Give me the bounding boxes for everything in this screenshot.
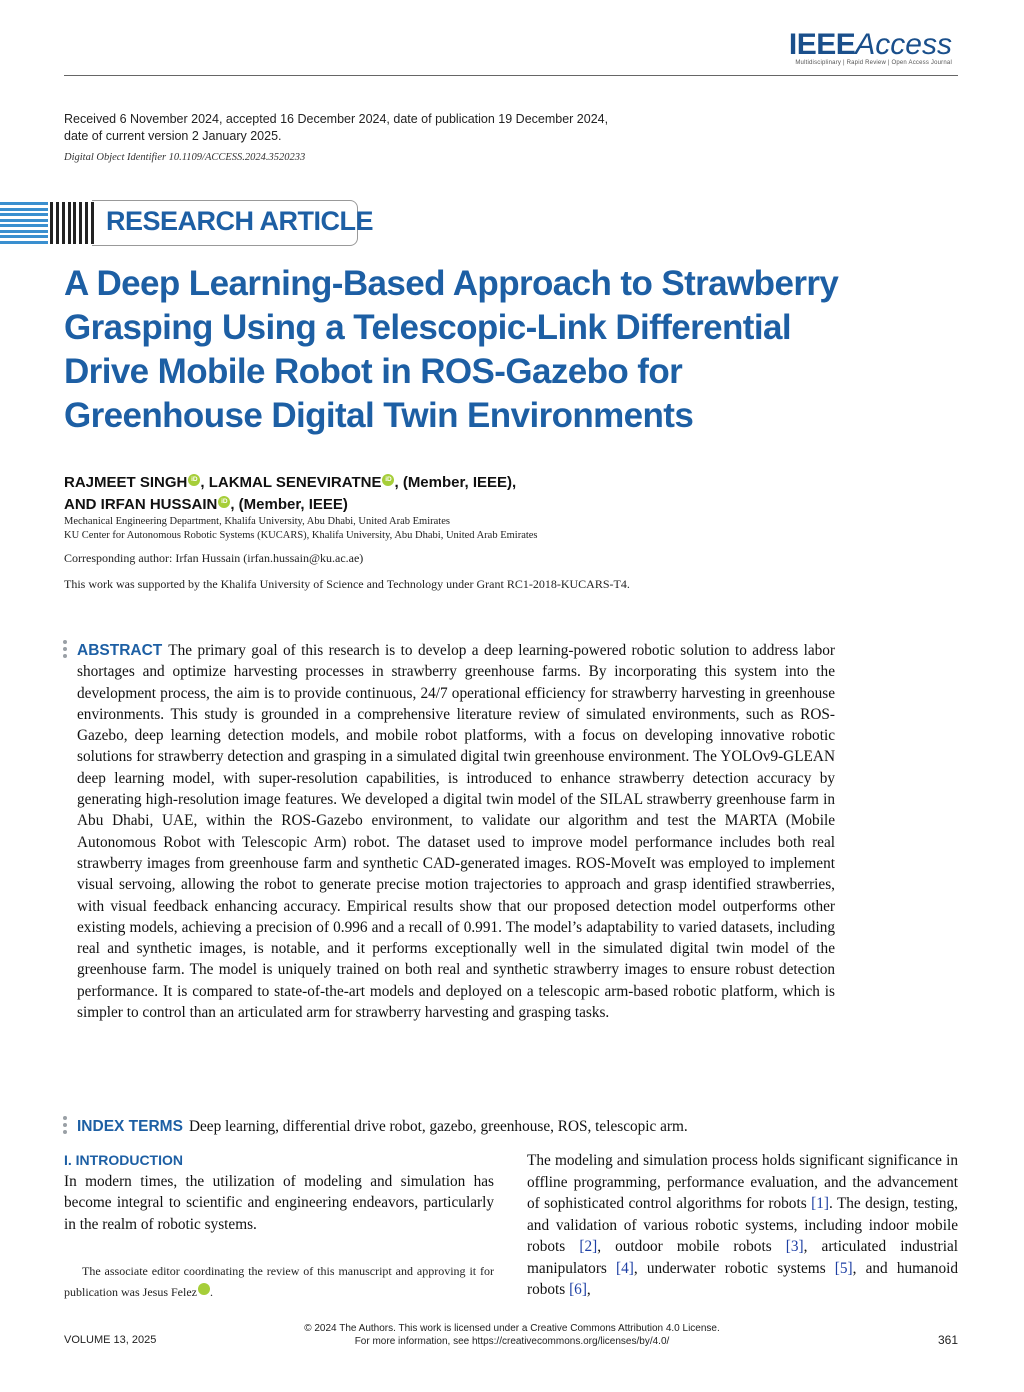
logo-access-text: Access [855, 28, 952, 61]
abstract-text: The primary goal of this research is to develop a deep learning-powered robotic solution to address labor shortages and optimize harvesting processes in strawberry greenhouse farms. By incorporating this system into the development process, the aim is to provide continuous, 24/7 operational efficiency for strawberry harvesting in greenhouse environments. This study is grounded in a comprehensive literature review of simulated environments, such as ROS-Gazebo, deep learning detection models, and mobile robot platforms, with a focus on developing innovative robotic solutions for strawberry detection and grasping in a simulated digital twin greenhouse environment. The YOLOv9-GLEAN deep learning model, with super-resolution capabilities, is introduced to enhance strawberry detection accuracy by generating high-resolution image features. We developed a digital twin model of the SILAL strawberry greenhouse farm in Abu Dhabi, UAE, within the ROS-Gazebo environment, to validate our algorithm and test the MARTA (Mobile Autonomous Robot with Telescopic Arm) robot. The dataset used to improve model performance includes both real strawberry images from greenhouse farm and synthetic CAD-generated images. ROS-MoveIt was employed to implement visual servoing, allowing the robot to generate precise motion trajectories to approach and grasp identified strawberries, with visual feedback enhancing accuracy. Empirical results show that our proposed detection model outperforms other existing models, achieving a precision of 0.996 and a recall of 0.991. The model’s adaptability to varied datasets, including real and synthetic images, is notable, and it performs exceptionally well in the simulated digital twin model of the greenhouse farm. The model is uniquely trained on both real and synthetic strawberry images to ensure robust detection performance. It is compared to state-of-the-art models and deployed on a telescopic arm-based robotic platform, which is simpler to control than an articulated arm for strawberry harvesting and grasping tasks. [77, 642, 835, 1022]
footnote-text: The associate editor coordinating the review of this manuscript and approving it for publication was Jesus Felez [64, 1264, 494, 1299]
orcid-icon[interactable]: iD [382, 474, 394, 486]
author-list [64, 472, 664, 516]
citation-link[interactable]: [1] [811, 1195, 829, 1212]
editor-footnote [64, 1261, 494, 1303]
citation-link[interactable]: [3] [785, 1238, 804, 1255]
intro-left-text: In modern times, the utilization of modeling and simulation has become integral to scientific and engineering endeavors, particularly in the realm of robotic systems. [64, 1173, 494, 1233]
intro-text: , and humanoid robots [527, 1259, 958, 1298]
header-divider [64, 75, 958, 76]
article-type-label: RESEARCH ARTICLE [106, 206, 374, 236]
license-line-2[interactable]: For more information, see https://creativecommons.org/licenses/by/4.0/ [354, 1336, 670, 1347]
footnote-end: . [209, 1285, 213, 1299]
intro-text: , underwater robotic systems [633, 1259, 835, 1277]
orcid-icon[interactable]: iD [218, 496, 230, 508]
citation-link[interactable]: [5] [834, 1259, 853, 1277]
intro-text: , articulated industrial manipulators [527, 1238, 958, 1277]
index-terms-label: INDEX TERMS [77, 1118, 183, 1135]
license-line-1: © 2024 The Authors. This work is licensed under a Creative Commons Attribution 4.0 License. [304, 1323, 720, 1334]
received-line-2: date of current version 2 January 2025. [64, 129, 282, 143]
index-terms [77, 1116, 837, 1137]
logo-ieee-text: IEEE [788, 28, 856, 61]
author-membership: , (Member, IEEE) [230, 496, 348, 513]
intro-text: , [586, 1281, 591, 1298]
citation-link[interactable]: [2] [579, 1238, 598, 1255]
intro-text: , outdoor mobile robots [597, 1238, 786, 1255]
banner-stripes [0, 202, 48, 244]
corresponding-author: Corresponding author: Irfan Hussain (irfan.hussain@ku.ac.ae) [64, 551, 364, 565]
received-line-1: Received 6 November 2024, accepted 16 December 2024, date of publication 19 December 2024, [64, 112, 609, 126]
index-terms-text: Deep learning, differential drive robot, gazebo, greenhouse, ROS, telescopic arm. [188, 1118, 688, 1135]
affiliation: Mechanical Engineering Department, Khalifa University, Abu Dhabi, United Arab Emirates [64, 516, 450, 527]
ieee-access-logo [789, 28, 952, 66]
section-heading: I. INTRODUCTION [64, 1152, 183, 1168]
volume-label: VOLUME 13, 2025 [64, 1334, 157, 1346]
orcid-icon[interactable]: iD [188, 474, 200, 486]
intro-text: The modeling and simulation process holds significant significance in offline programming, performance evaluation, and the advancement of sophisticated control algorithms for robots [527, 1152, 958, 1212]
footnote-divider [64, 1252, 494, 1253]
logo-tagline: Multidisciplinary | Rapid Review | Open Access Journal [795, 60, 952, 66]
citation-link[interactable]: [6] [569, 1281, 587, 1298]
index-terms-marker [63, 1116, 68, 1134]
abstract-label: ABSTRACT [77, 642, 163, 659]
abstract [77, 640, 835, 1023]
funding-note: This work was supported by the Khalifa University of Science and Technology under Grant RC1-2018-KUCARS-T4. [64, 577, 630, 591]
article-title: A Deep Learning-Based Approach to Strawberry Grasping Using a Telescopic-Link Differential Drive Mobile Robot in ROS-Gazebo for Greenhouse Digital Twin Environments [64, 264, 839, 435]
author-name: , LAKMAL SENEVIRATNE [200, 474, 382, 491]
intro-right-text [527, 1150, 958, 1301]
author-name: AND IRFAN HUSSAIN [64, 496, 218, 513]
received-dates [64, 111, 684, 145]
doi: Digital Object Identifier 10.1109/ACCESS.2024.3520233 [64, 152, 306, 163]
abstract-marker [63, 640, 68, 658]
intro-text: . The design, testing, and validation of various robotic systems, including indoor mobile robots [527, 1195, 958, 1255]
banner-barcode [50, 202, 94, 244]
author-membership: , (Member, IEEE), [394, 474, 517, 491]
page-number: 361 [937, 1333, 958, 1347]
affiliation: KU Center for Autonomous Robotic Systems (KUCARS), Khalifa University, Abu Dhabi, United Arab Emirates [64, 530, 538, 541]
orcid-icon[interactable]: iD [198, 1283, 210, 1295]
author-name: RAJMEET SINGH [64, 474, 188, 491]
citation-link[interactable]: [4] [616, 1259, 634, 1277]
